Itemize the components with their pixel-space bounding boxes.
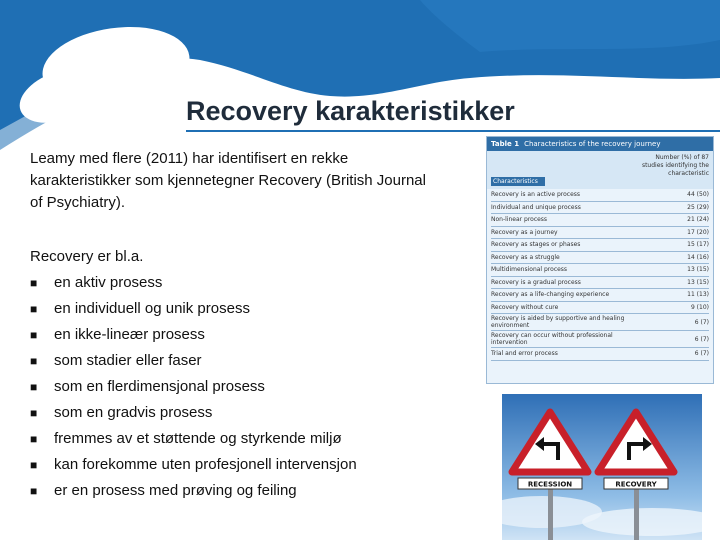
list-item <box>30 270 357 296</box>
table-cell-value: 14 (16) <box>687 253 709 261</box>
list-item-text: som en flerdimensjonal prosess <box>54 378 265 395</box>
bullet-square-icon: ■ <box>30 328 38 342</box>
list-item <box>30 400 357 426</box>
bullet-square-icon: ■ <box>30 406 38 420</box>
list-item <box>30 296 357 322</box>
table-row <box>491 331 709 348</box>
table-row <box>491 252 709 265</box>
table-row <box>491 302 709 315</box>
table-cell-value: 13 (15) <box>687 278 709 286</box>
list-item-text: kan forekomme uten profesjonell intervensjon <box>54 456 357 473</box>
table-cell-value: 17 (20) <box>687 228 709 236</box>
table-cell-value: 44 (50) <box>687 191 709 199</box>
list-item <box>30 478 357 504</box>
bullet-square-icon: ■ <box>30 380 38 394</box>
table-cell-name: Individual and unique process <box>491 203 581 211</box>
table-cell-value: 25 (29) <box>687 203 709 211</box>
list-item <box>30 322 357 348</box>
bullet-square-icon: ■ <box>30 432 38 446</box>
table-caption <box>487 137 713 151</box>
table-cell-name: Recovery as stages or phases <box>491 241 581 249</box>
table-row <box>491 264 709 277</box>
table-cell-name: Recovery is an active process <box>491 191 581 199</box>
intro-paragraph: Leamy med flere (2011) har identifisert en rekke karakteristikker som kjennetegner Recovery (British Journal of Psychiatry). <box>30 150 426 211</box>
table-row <box>491 227 709 240</box>
table-row <box>491 214 709 227</box>
table-cell-name: Recovery as a life-changing experience <box>491 291 610 299</box>
road-sign-photo <box>502 394 702 540</box>
table-row <box>491 348 709 361</box>
list-item-text: som stadier eller faser <box>54 352 202 369</box>
slide-title: Recovery karakteristikker <box>186 96 515 126</box>
table-label: Table 1 <box>491 140 520 148</box>
list-heading: Recovery er bl.a. <box>30 248 144 265</box>
table-cell-name: Trial and error process <box>491 350 558 358</box>
table-cell-name: Recovery is aided by supportive and healing environment <box>491 315 625 329</box>
table-cell-value: 6 (7) <box>694 335 709 343</box>
table-cell-value: 9 (10) <box>690 303 709 311</box>
table-header <box>487 151 713 189</box>
list-item-text: en aktiv prosess <box>54 274 163 291</box>
table-cell-name: Recovery can occur without professional intervention <box>491 332 613 346</box>
bullet-square-icon: ■ <box>30 458 38 472</box>
list-item <box>30 426 357 452</box>
table-row <box>491 314 709 331</box>
bullet-square-icon: ■ <box>30 354 38 368</box>
table-cell-value: 21 (24) <box>687 216 709 224</box>
list-item <box>30 348 357 374</box>
table-cell-name: Multidimensional process <box>491 266 568 274</box>
table-cell-name: Recovery as a journey <box>491 228 558 236</box>
list-item-text: som en gradvis prosess <box>54 404 213 421</box>
table-cell-value: 6 (7) <box>694 318 709 326</box>
table-cell-name: Non-linear process <box>491 216 548 224</box>
table-cell-value: 15 (17) <box>687 241 709 249</box>
bullet-square-icon: ■ <box>30 484 38 498</box>
table-row <box>491 289 709 302</box>
column-header-characteristic: Characteristics <box>491 177 545 186</box>
sign-right-label: RECOVERY <box>615 480 657 489</box>
bullet-list <box>30 270 357 504</box>
bullet-square-icon: ■ <box>30 276 38 290</box>
list-item-text: fremmes av et støttende og styrkende miljø <box>54 430 342 447</box>
table-cell-name: Recovery is a gradual process <box>491 278 581 286</box>
table-body <box>487 189 713 361</box>
table-row <box>491 239 709 252</box>
sign-left-label: RECESSION <box>527 480 573 489</box>
list-item <box>30 374 357 400</box>
list-item-text: er en prosess med prøving og feiling <box>54 482 297 499</box>
list-item <box>30 452 357 478</box>
table-caption-text: Characteristics of the recovery journey <box>524 140 661 148</box>
table-cell-value: 6 (7) <box>694 350 709 358</box>
table-cell-value: 11 (13) <box>687 291 709 299</box>
list-item-text: en ikke-lineær prosess <box>54 326 205 343</box>
characteristics-table <box>486 136 714 384</box>
list-item-text: en individuell og unik prosess <box>54 300 250 317</box>
table-row <box>491 202 709 215</box>
table-cell-name: Recovery without cure <box>491 303 559 311</box>
table-row <box>491 277 709 290</box>
table-row <box>491 189 709 202</box>
column-header-count: Number (%) of 87 studies identifying the characteristic <box>641 154 709 177</box>
table-cell-value: 13 (15) <box>687 266 709 274</box>
bullet-square-icon: ■ <box>30 302 38 316</box>
table-cell-name: Recovery as a struggle <box>491 253 560 261</box>
title-divider <box>186 130 720 132</box>
